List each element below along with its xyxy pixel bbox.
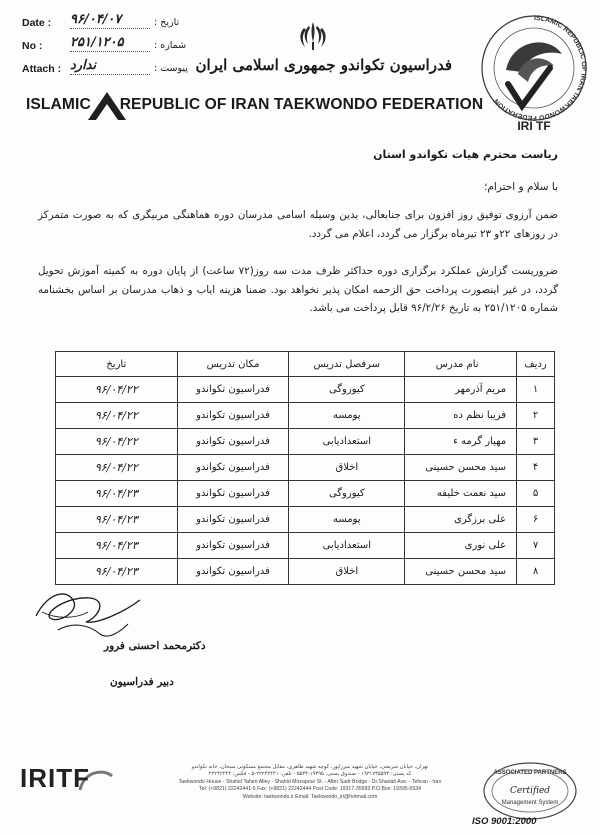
date-value: ۹۶/۰۴/۰۷ — [70, 12, 150, 29]
cell-place: فدراسیون تکواندو — [177, 533, 289, 559]
table-header-row — [56, 352, 555, 377]
table-row — [56, 377, 555, 403]
footer-postal-fa: کد پستی: ۱۹۳۱۷۳۵۵۹۳ - صندوق پستی: ۱۹۳۹۵-۵۵۳۴ - تلفن: ۲۲۲۴۲۴۴۱-۵ - فکس: ۲۲۲۴۲۲۴۴ — [208, 771, 412, 778]
cell-date: ۹۶/۰۴/۲۳ — [56, 533, 178, 559]
greeting-line: با سلام و احترام؛ — [484, 181, 558, 193]
logo-ring-text: ISLAMIC REPUBLIC OF IRAN TAEKWONDO FEDERATION — [493, 14, 588, 122]
cell-topic: کیوروگی — [289, 377, 405, 403]
federation-logo-icon — [478, 10, 590, 136]
cell-place: فدراسیون تکواندو — [177, 507, 289, 533]
footer-web-en: Website: taekwondo.ir Email: Taekwondo_iri@hotmail.com — [242, 793, 378, 800]
cell-instructor-name: سید محسن حسینی — [405, 559, 517, 585]
seal-text-top: ASSOCIATED PARTNERS — [493, 770, 567, 776]
cell-place: فدراسیون تکواندو — [177, 559, 289, 585]
letter-meta — [22, 14, 192, 83]
header-date: تاریخ — [56, 352, 178, 377]
footer-logo — [18, 760, 146, 798]
iran-emblem-icon — [298, 20, 328, 52]
cell-row-number: ۷ — [517, 533, 555, 559]
signatory-name: دکترمحمد احسنی فرور — [104, 640, 206, 652]
footer-address-en: Taekwondo House - Shahid Taheri Alley - Shahid Mirzapour St. - After Sadr Bridge - Dr.Shariati Ave. - Tehran - Iran — [178, 778, 442, 785]
chevron-mark-icon — [86, 86, 128, 124]
seal-text-mid: Certified — [509, 786, 551, 796]
instructor-table — [55, 351, 555, 585]
cell-date: ۹۶/۰۴/۲۲ — [56, 429, 178, 455]
footer-contact-en: Tel: (+9821) 22242441-5 Fax: (+9821) 22242444 Post Code: 19317-35593 P.O.Box: 19395-5534 — [199, 786, 421, 793]
cell-place: فدراسیون تکواندو — [177, 481, 289, 507]
table-row — [56, 481, 555, 507]
header-topic: سرفصل تدریس — [289, 352, 405, 377]
cell-instructor-name: سید نعمت خلیفه — [405, 481, 517, 507]
footer-address-fa: تهران، خیابان شریعتی، خیابان شهید میرزاپور، کوچه شهید طاهری، مقابل مجتمع مسکونی سبحان، خانه تکواندو — [191, 764, 429, 770]
header-place: مکان تدریس — [177, 352, 289, 377]
cell-place: فدراسیون تکواندو — [177, 429, 289, 455]
table-row — [56, 455, 555, 481]
paragraph-1: ضمن آرزوی توفیق روز افزون برای جنابعالی، بدین وسیله اسامی مدرسان دوره هماهنگی مربیگری که به صورت متمرکز در روزهای ۲۲و ۲۳ تیرماه برگزار می گردد، اعلام می گردد. — [38, 209, 558, 240]
cell-place: فدراسیون تکواندو — [177, 403, 289, 429]
federation-name-en-part2: REPUBLIC OF IRAN TAEKWONDO FEDERATION — [119, 96, 484, 113]
cell-row-number: ۵ — [517, 481, 555, 507]
attach-row — [22, 60, 192, 83]
cell-place: فدراسیون تکواندو — [177, 455, 289, 481]
signatory-title: دبیر فدراسیون — [110, 676, 174, 688]
cell-row-number: ۸ — [517, 559, 555, 585]
header-row-number: ردیف — [517, 352, 555, 377]
attach-label-en: Attach : — [22, 63, 62, 75]
cell-instructor-name: مریم آذرمهر — [405, 377, 517, 403]
cell-instructor-name: علی نوری — [405, 533, 517, 559]
date-row — [22, 14, 192, 37]
number-row — [22, 37, 192, 60]
cell-topic: کیوروگی — [289, 481, 405, 507]
table-row — [56, 533, 555, 559]
header-instructor-name: نام مدرس — [405, 352, 517, 377]
cell-instructor-name: فریبا نظم ده — [405, 403, 517, 429]
footer-address — [160, 764, 460, 801]
number-label-en: No : — [22, 40, 43, 52]
cell-row-number: ۶ — [517, 507, 555, 533]
cell-date: ۹۶/۰۴/۲۳ — [56, 507, 178, 533]
footer-logo-text: IRITF — [20, 763, 90, 793]
cell-row-number: ۳ — [517, 429, 555, 455]
cell-topic: اخلاق — [289, 455, 405, 481]
cell-row-number: ۲ — [517, 403, 555, 429]
cell-date: ۹۶/۰۴/۲۲ — [56, 377, 178, 403]
seal-text-bottom: Management System — [501, 800, 559, 806]
cell-topic: پومسه — [289, 403, 405, 429]
cell-topic: استعدادیابی — [289, 429, 405, 455]
logo-abbr: IRI TF — [517, 119, 551, 133]
date-label-fa: تاریخ : — [154, 17, 180, 28]
cell-row-number: ۱ — [517, 377, 555, 403]
number-value: ۲۵۱/۱۲۰۵ — [70, 35, 150, 52]
cell-instructor-name: سید محسن حسینی — [405, 455, 517, 481]
cell-instructor-name: مهیار گرمه ء — [405, 429, 517, 455]
table-row — [56, 507, 555, 533]
iso-standard-text: ISO 9001:2000 — [472, 816, 537, 827]
number-label-fa: شماره : — [154, 40, 187, 51]
date-label-en: Date : — [22, 17, 52, 29]
cell-instructor-name: علی برزگری — [405, 507, 517, 533]
federation-name-en-part1: ISLAMIC — [26, 96, 91, 113]
iso-certification-seal-icon — [480, 760, 580, 822]
cell-row-number: ۴ — [517, 455, 555, 481]
cell-place: فدراسیون تکواندو — [177, 377, 289, 403]
attach-label-fa: پیوست : — [154, 63, 188, 74]
cell-topic: استعدادیابی — [289, 533, 405, 559]
attach-value: ندارد — [70, 58, 150, 75]
cell-topic: اخلاق — [289, 559, 405, 585]
paragraph-2: ضروریست گزارش عملکرد برگزاری دوره حداکثر ظرف مدت سه روز(۷۲ ساعت) از پایان دوره به کمیته آموزش تحویل گردد، در غیر اینصورت پرداخت حق الزحمه امکان پذیر نخواهد بود. ضمنا هزینه ایاب و ذهاب مدرسان بر اساس بخشنامه شماره ۲۵۱/۱۲۰۵ به تاریخ ۹۶/۲/۲۶ قابل پرداخت می باشد. — [38, 265, 558, 314]
table-row — [56, 429, 555, 455]
recipient-line: ریاست محترم هیات تکواندو استان — [373, 148, 558, 161]
cell-topic: پومسه — [289, 507, 405, 533]
cell-date: ۹۶/۰۴/۲۳ — [56, 559, 178, 585]
cell-date: ۹۶/۰۴/۲۳ — [56, 481, 178, 507]
cell-date: ۹۶/۰۴/۲۲ — [56, 403, 178, 429]
cell-date: ۹۶/۰۴/۲۲ — [56, 455, 178, 481]
table-row — [56, 403, 555, 429]
federation-name-fa: فدراسیون تکواندو جمهوری اسلامی ایران — [195, 56, 452, 74]
